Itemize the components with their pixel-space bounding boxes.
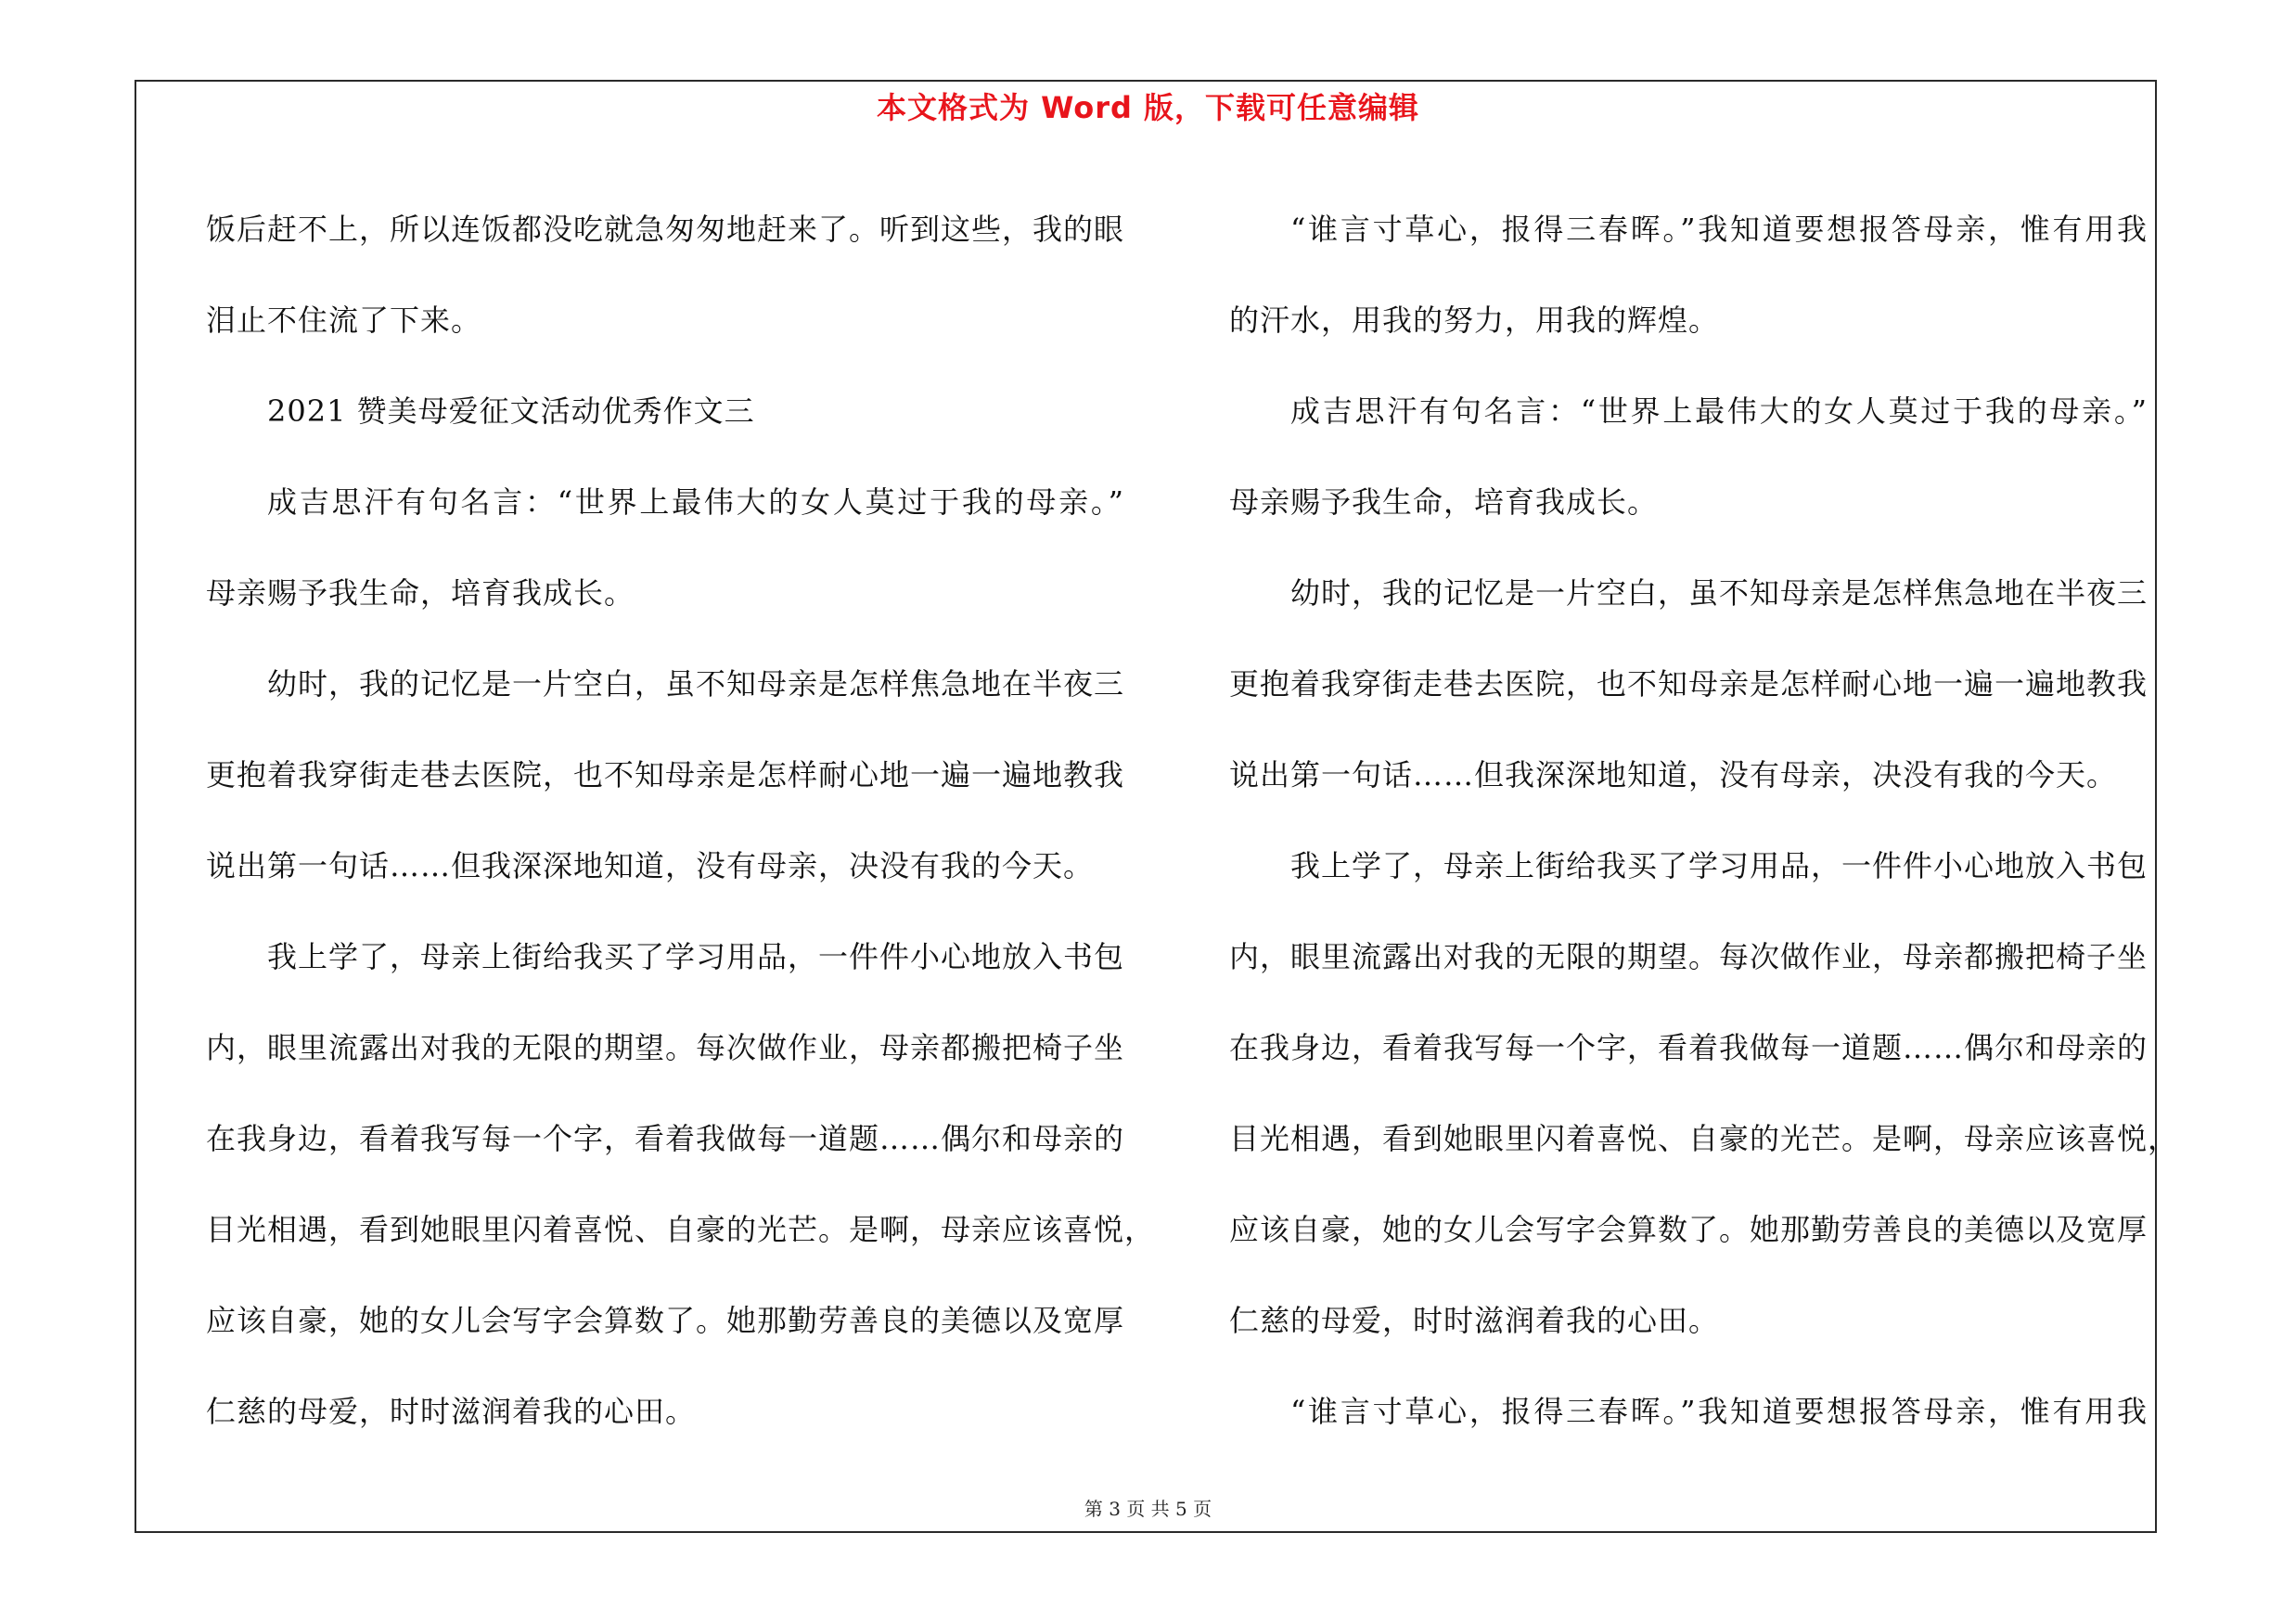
text-line: 更抱着我穿街走巷去医院，也不知母亲是怎样耐心地一遍一遍地教我: [206, 757, 1125, 792]
text-line: 内，眼里流露出对我的无限的期望。每次做作业，母亲都搬把椅子坐: [206, 1030, 1125, 1065]
text-line: 母亲赐予我生命，培育我成长。: [206, 575, 635, 611]
text-line: 更抱着我穿街走巷去医院，也不知母亲是怎样耐心地一遍一遍地教我: [1229, 666, 2148, 702]
text-line: 仁慈的母爱，时时滋润着我的心田。: [206, 1394, 697, 1429]
word-format-banner: 本文格式为 Word 版，下载可任意编辑: [876, 90, 1420, 125]
text-line: 幼时，我的记忆是一片空白，虽不知母亲是怎样焦急地在半夜三: [267, 666, 1125, 702]
text-line: 应该自豪，她的女儿会写字会算数了。她那勤劳善良的美德以及宽厚: [206, 1303, 1125, 1338]
text-line: 目光相遇，看到她眼里闪着喜悦、自豪的光芒。是啊，母亲应该喜悦，: [206, 1212, 1156, 1247]
text-line: 泪止不住流了下来。: [206, 303, 482, 338]
text-line: 成吉思汗有句名言：“世界上最伟大的女人莫过于我的母亲。”: [1290, 393, 2148, 429]
text-line: “谁言寸草心，报得三春晖。”我知道要想报答母亲，惟有用我: [1290, 1394, 2148, 1429]
text-line: 成吉思汗有句名言：“世界上最伟大的女人莫过于我的母亲。”: [267, 484, 1124, 520]
section-heading: 2021 赞美母爱征文活动优秀作文三: [267, 393, 755, 429]
text-line: 我上学了，母亲上街给我买了学习用品，一件件小心地放入书包: [267, 939, 1125, 974]
page-number-footer: 第 3 页 共 5 页: [1084, 1498, 1212, 1520]
text-line: 饭后赶不上，所以连饭都没吃就急匆匆地赶来了。听到这些，我的眼: [206, 212, 1125, 247]
text-line: 在我身边，看着我写每一个字，看着我做每一道题……偶尔和母亲的: [1229, 1030, 2148, 1065]
text-line: 的汗水，用我的努力，用我的辉煌。: [1229, 303, 1720, 338]
right-column: [1229, 184, 2179, 1457]
text-line: 说出第一句话……但我深深地知道，没有母亲，决没有我的今天。: [206, 848, 1095, 883]
text-line: 母亲赐予我生命，培育我成长。: [1229, 484, 1659, 520]
text-line: 应该自豪，她的女儿会写字会算数了。她那勤劳善良的美德以及宽厚: [1229, 1212, 2148, 1247]
text-line: 在我身边，看着我写每一个字，看着我做每一道题……偶尔和母亲的: [206, 1121, 1125, 1156]
text-line: “谁言寸草心，报得三春晖。”我知道要想报答母亲，惟有用我: [1290, 212, 2148, 247]
left-column: [206, 184, 1156, 1457]
text-line: 我上学了，母亲上街给我买了学习用品，一件件小心地放入书包: [1290, 848, 2148, 883]
text-line: 仁慈的母爱，时时滋润着我的心田。: [1229, 1303, 1720, 1338]
text-line: 幼时，我的记忆是一片空白，虽不知母亲是怎样焦急地在半夜三: [1290, 575, 2148, 611]
text-line: 内，眼里流露出对我的无限的期望。每次做作业，母亲都搬把椅子坐: [1229, 939, 2148, 974]
text-line: 说出第一句话……但我深深地知道，没有母亲，决没有我的今天。: [1229, 757, 2118, 792]
text-line: 目光相遇，看到她眼里闪着喜悦、自豪的光芒。是啊，母亲应该喜悦，: [1229, 1121, 2179, 1156]
